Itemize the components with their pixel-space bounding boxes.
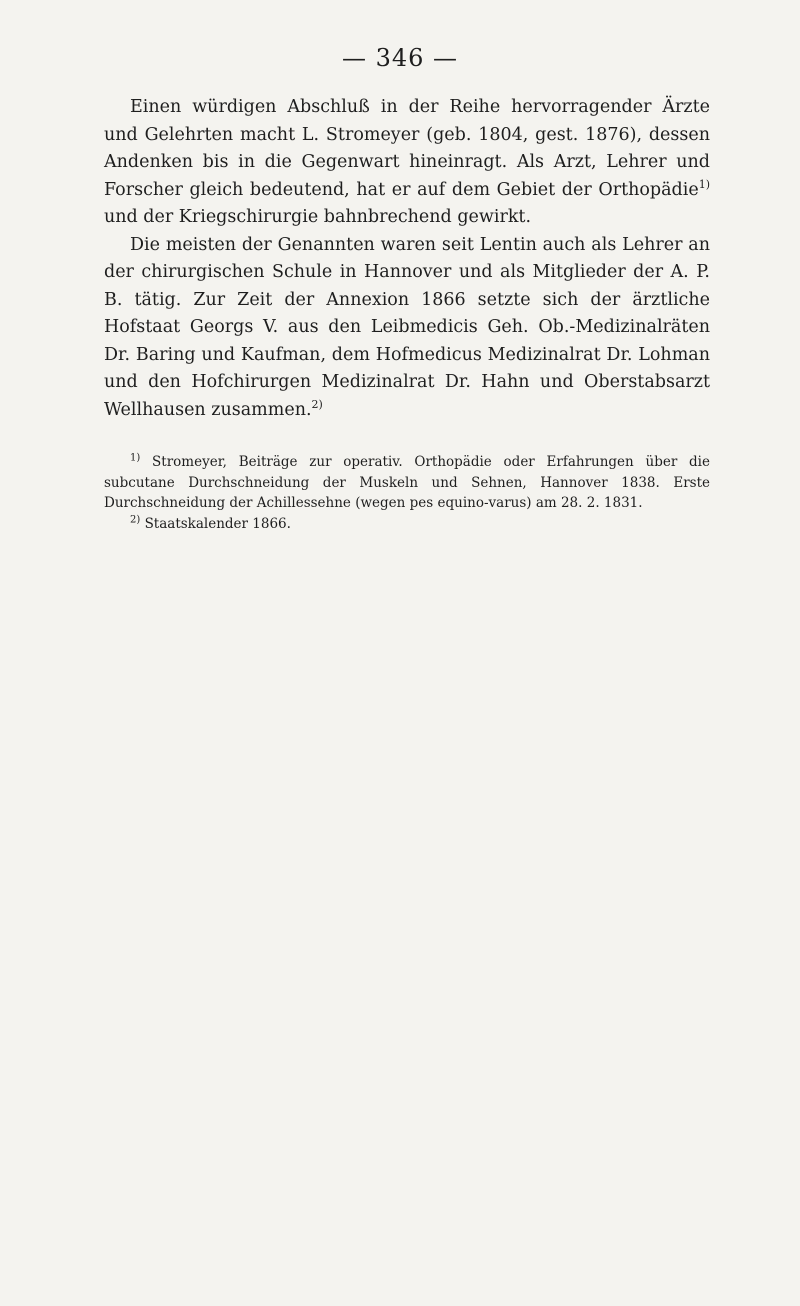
footnote-text: Stromeyer, Beiträge zur operativ. Orthopädie oder Erfahrungen über die subcutane Durchschneidung der Muskeln und Sehnen, Hannover 1838. Erste Durchschneidung der Achillessehne (wegen pes equino-varus) am 28. 2. 1831. — [104, 454, 710, 511]
footnotes — [104, 452, 710, 534]
paragraph-text: Die meisten der Genannten waren seit Lentin auch als Lehrer an der chirurgischen Schule in Hannover und als Mitglieder der A. P. B. tätig. Zur Zeit der Annexion 1866 setzte sich der ärztliche Hofstaat Georgs V. aus den Leibmedicis Geh. Ob.-Medizinalräten Dr. Baring und Kaufman, dem Hofmedicus Medizinalrat Dr. Lohman und den Hofchirurgen Medizinalrat Dr. Hahn und Oberstabsarzt Wellhausen zusammen. — [104, 234, 710, 420]
main-text — [104, 94, 710, 424]
footnote-reference: 2) — [311, 397, 323, 411]
page-number: — 346 — — [341, 44, 459, 72]
footnote-mark: 1) — [130, 452, 141, 464]
paragraph-text: und der Kriegschirurgie bahnbrechend gewirkt. — [104, 207, 532, 227]
footnote-mark: 2) — [130, 514, 141, 525]
paragraph — [104, 94, 710, 232]
footnote-text: Staatskalender 1866. — [144, 515, 291, 532]
footnote-reference: 1) — [698, 177, 710, 191]
paragraph-text: Einen würdigen Abschluß in der Reihe hervorragender Ärzte und Gelehrten macht L. Stromeyer (geb. 1804, gest. 1876), dessen Andenken bis in die Gegenwart hineinragt. Als Arzt, Lehrer und Forscher gleich bedeutend, hat er auf dem Gebiet der Orthopädie — [104, 97, 710, 200]
paragraph — [104, 232, 710, 425]
footnote — [104, 452, 710, 514]
footnote — [104, 514, 710, 535]
